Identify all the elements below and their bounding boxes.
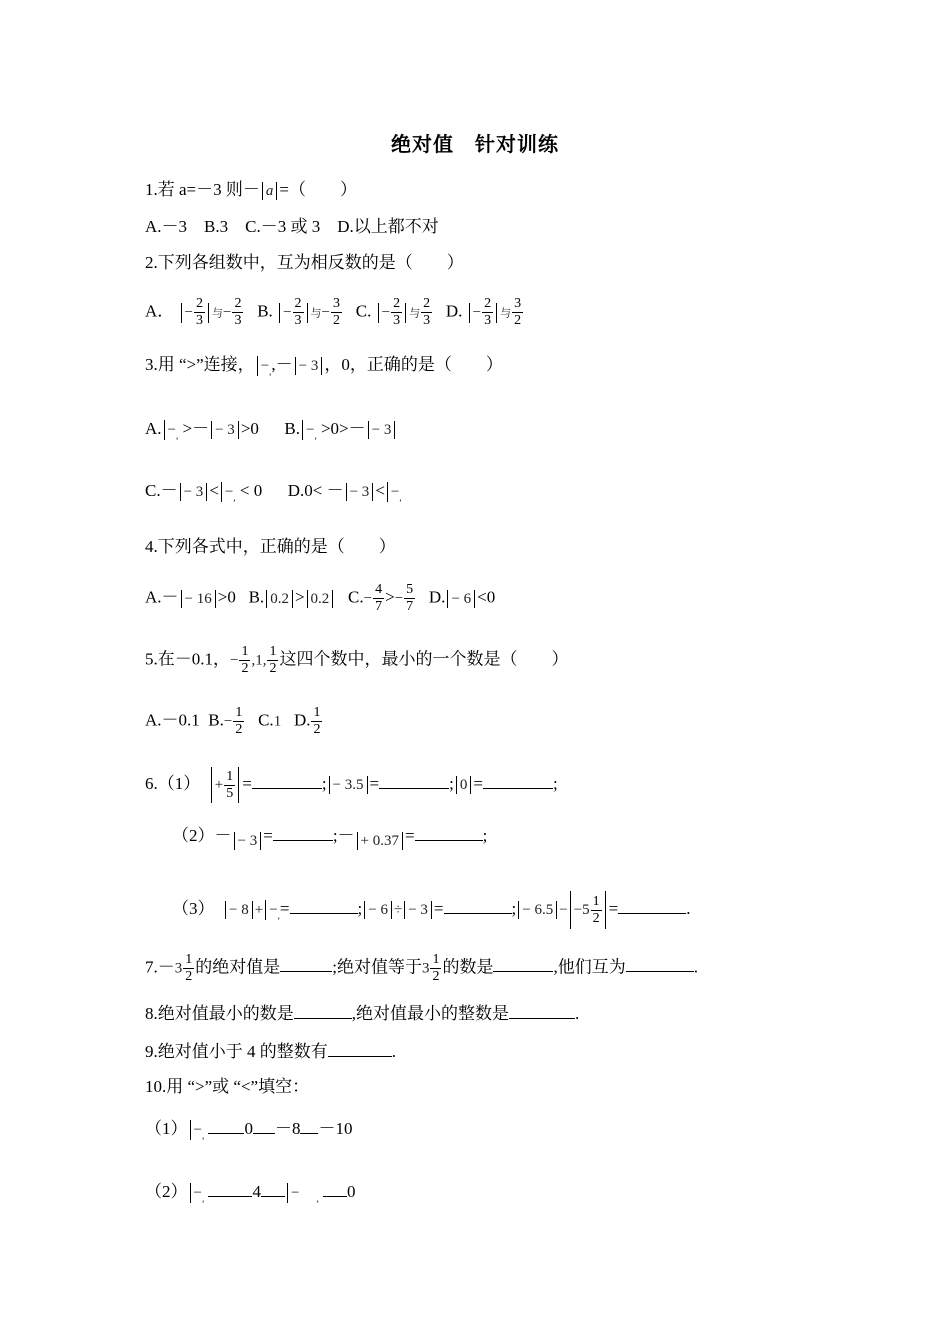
question-10: 10.用 “>”或 “<”填空： <box>145 1077 310 1096</box>
question-3-options-ab: A. $-_,$ >－ − 3 >0 B. $-_, >0>- - 3$ <box>145 418 397 446</box>
question-4-options: A.－ − 16 >0 B. 0.2 > 0.2 C.− $\frac{4}{7}$ >− $\frac{5}{7}$ D. − 6 <0 <box>145 582 496 614</box>
question-3-options-cd: $C.- - 3 < -_, < 0$ D.0< － − $3 < -_,$ <box>145 481 402 503</box>
question-8: 8.绝对值最小的数是 ,绝对值最小的整数是 . <box>145 1004 580 1023</box>
answer-blank[interactable] <box>444 897 512 914</box>
answer-blank[interactable] <box>261 1180 285 1197</box>
question-7: 7.－3 $\frac{1}{2}$ 的绝对值是 ;绝对值等于3 $\frac{1}{2}$ 的数是 ,他们互为 . <box>145 952 698 984</box>
question-10-part-2: $(2) -_,$ 4 − $_,$ 0 <box>145 1182 356 1204</box>
question-5-options: A.－0.1 B.− $\frac{1}{2}$ C.1 D. $\frac{1}{2}$ <box>145 705 321 737</box>
question-6-part-3: $(3) - 8 + -_,=$ ; − 6 ÷ − 3 = ; − 6.5 − −5 $\frac{1}{2}$ = . <box>172 891 690 929</box>
answer-blank[interactable] <box>252 772 322 789</box>
question-4: 4.下列各式中，正确的是（ ） <box>145 537 396 556</box>
question-6-part-1: 6.（1） + $\frac{1}{5}$ = ; − 3.5 = ; 0 = ; <box>145 767 558 803</box>
abs-a: a <box>262 182 278 200</box>
answer-blank[interactable] <box>273 824 333 841</box>
answer-blank[interactable] <box>208 1117 244 1134</box>
answer-blank[interactable] <box>294 1002 352 1019</box>
question-9: 9.绝对值小于 4 的整数有 . <box>145 1042 396 1061</box>
answer-blank[interactable] <box>415 824 483 841</box>
answer-blank[interactable] <box>280 955 332 972</box>
question-5: 5.在－0.1，− $\frac{1}{2}$ ,1, $\frac{1}{2}$ 这四个数中，最小的一个数是（ ） <box>145 644 569 676</box>
page-title: 绝对值 针对训练 <box>391 132 559 156</box>
question-6-part-2: （2）－ − 3 = ;－ + 0.37 = ; <box>172 826 488 850</box>
answer-blank[interactable] <box>509 1002 575 1019</box>
question-10-part-1: $(1) -_,$ 0 －8 －10 <box>145 1119 353 1141</box>
answer-blank[interactable] <box>253 1117 275 1134</box>
question-3: 3.用 “>”连接， $-_,,- - 3$ ，0，正确的是（ ） <box>145 355 503 377</box>
answer-blank[interactable] <box>208 1180 252 1197</box>
answer-blank[interactable] <box>379 772 449 789</box>
answer-blank[interactable] <box>290 897 358 914</box>
answer-blank[interactable] <box>328 1040 392 1057</box>
question-1: 1.若 a=－3 则－ a =（ ） <box>145 180 357 200</box>
answer-blank[interactable] <box>626 955 694 972</box>
answer-blank[interactable] <box>493 955 553 972</box>
answer-blank[interactable] <box>618 897 686 914</box>
question-2: 2.下列各组数中，互为相反数的是（ ） <box>145 253 464 272</box>
answer-blank[interactable] <box>300 1117 318 1134</box>
question-1-options: A.－3 B.3 C.－3 或 3 D.以上都不对 <box>145 217 439 236</box>
question-2-options: A． − $\frac{2}{3}$ 与− $\frac{2}{3}$ B. − $\frac{2}{3}$ 与− $\frac{3}{2}$ C. − $\frac{2}{3}$ 与 $\frac{2}{3}$ D. − $\frac{2}{3}$ 与 $\frac{3}{2}$ <box>145 296 522 328</box>
answer-blank[interactable] <box>323 1180 347 1197</box>
answer-blank[interactable] <box>483 772 553 789</box>
